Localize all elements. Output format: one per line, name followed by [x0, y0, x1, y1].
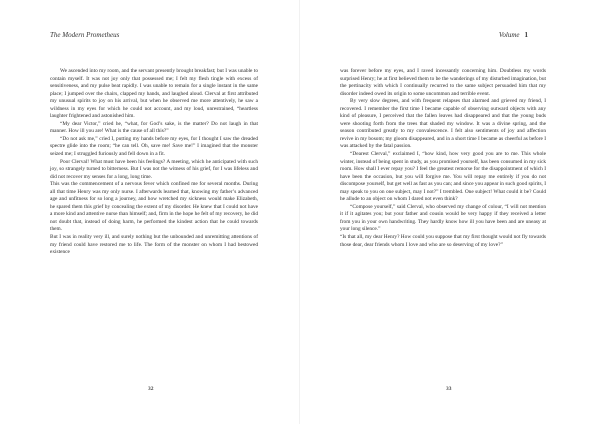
right-page-body — [340, 68, 546, 249]
paragraph: Poor Clerval! What must have been his feelings? A meeting, which he anticipated with such joy, so strangely turned to bitterness. But I was not the witness of his grief, for I was lifeless and did not recover my senses for a long, long time. — [50, 158, 258, 180]
paragraph: This was the commencement of a nervous fever which confined me for several months. During all that time Henry was my only nurse. I afterwards learned that, knowing my father’s advanced age and unfitness for so long a journey, and how wretched my sickness would make Elizabeth, he spared them this grief by concealing the extent of my disorder. He knew that I could not have a more kind and attentive nurse than himself; and, firm in the hope he felt of my recovery, he did not doubt that, instead of doing harm, he performed the kindest action that he could towards them. — [50, 181, 258, 233]
paragraph: By very slow degrees, and with frequent relapses that alarmed and grieved my friend, I recovered. I remember the first time I became capable of observing outward objects with any kind of pleasure, I perceived that the fallen leaves had disappeared and that the young buds were shooting forth from the trees that shaded my window. It was a divine spring, and the season contributed greatly to my convalescence. I felt also sentiments of joy and affection revive in my bosom; my gloom disappeared, and in a short time I became as cheerful as before I was attacked by the fatal passion. — [340, 98, 546, 150]
right-page — [300, 0, 600, 424]
left-page-body — [50, 68, 258, 257]
running-head-title: The Modern Prometheus — [50, 31, 120, 39]
running-head-volume — [499, 31, 528, 39]
page-number: 32 — [148, 386, 154, 392]
paragraph: was forever before my eyes, and I raved incessantly concerning him. Doubtless my words surprised Henry; he at first believed them to be the wanderings of my disturbed imagination, but the pertinacity with which I continually recurred to the same subject persuaded him that my disorder indeed owed its origin to some uncommon and terrible event. — [340, 68, 546, 97]
paragraph: “Is that all, my dear Henry? How could you suppose that my first thought would not fly towards those dear, dear friends whom I love and who are so deserving of my love?” — [340, 234, 546, 248]
paragraph: But I was in reality very ill, and surely nothing but the unbounded and unremitting attentions of my friend could have restored me to life. The form of the monster on whom I had bestowed existence — [50, 234, 258, 256]
volume-number: 1 — [524, 31, 528, 39]
paragraph: “Dearest Clerval,” exclaimed I, “how kind, how very good you are to me. This whole winter, instead of being spent in study, as you promised yourself, has been consumed in my sick room. How shall I ever repay you? I feel the greatest remorse for the disappointment of which I have been the occasion, but you will forgive me. You will repay me entirely if you do not discompose yourself, but get well as fast as you can; and since you appear in such good spirits, I may speak to you on one subject, may I not?” I trembled. One subject! What could it be? Could he allude to an object on whom I dared not even think? — [340, 151, 546, 203]
paragraph: “My dear Victor,” cried he, “what, for God’s sake, is the matter? Do not laugh in that manner. How ill you are! What is the cause of all this?” — [50, 120, 258, 135]
paragraph: “Compose yourself,” said Clerval, who observed my change of colour, “I will not mention it if it agitates you; but your father and cousin would be very happy if they received a letter from you in your own handwriting. They hardly know how ill you have been and are uneasy at your long silence.” — [340, 203, 546, 233]
page-number: 33 — [446, 386, 452, 392]
paragraph: “Do not ask me,” cried I, putting my hands before my eyes, for I thought I saw the dreaded spectre glide into the room; “he can tell. Oh, save me! Save me!” I imagined that the monster seized me; I struggled furiously and fell down in a fit. — [50, 135, 258, 158]
paragraph: We ascended into my room, and the servant presently brought breakfast; but I was unable to contain myself. It was not joy only that possessed me; I felt my flesh tingle with excess of sensitiveness, and my pulse beat rapidly. I was unable to remain for a single instant in the same place; I jumped over the chairs, clapped my hands, and laughed aloud. Clerval at first attributed my unusual spirits to joy on his arrival, but when he observed me more attentively, he saw a wildness in my eyes for which he could not account, and my loud, unrestrained, “heartless laughter frightened and astonished him. — [50, 68, 258, 120]
volume-label: Volume — [498, 31, 520, 39]
